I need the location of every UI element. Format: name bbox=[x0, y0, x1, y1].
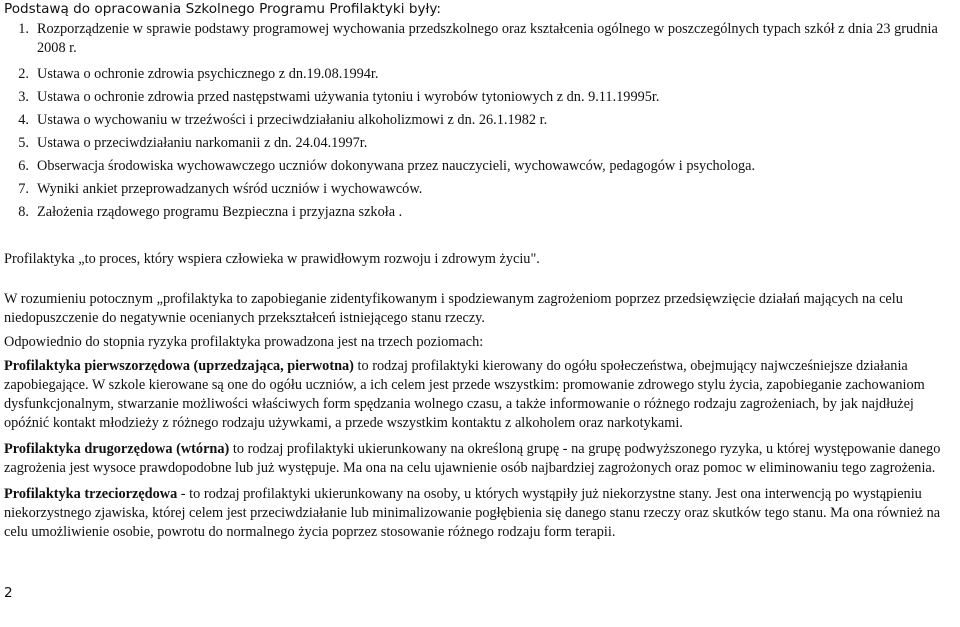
legal-basis-list bbox=[4, 20, 956, 226]
list-item-text: Założenia rządowego programu Bezpieczna i przyjazna szkoła . bbox=[37, 204, 403, 220]
level-description: to rodzaj profilaktyki ukierunkowany na określoną grupę - na grupę podwyższonego ryzyka, u której występowanie danego zagrożenia jest wysoce prawdopodobne lub już występuje. Ma ona na celu ujawnienie osób najbardziej zagrożonych oraz pomoc w eliminowaniu tego zagrożenia. bbox=[4, 441, 941, 476]
level-description: to rodzaj profilaktyki kierowany do ogółu społeczeństwa, obejmujący najwcześniejsze działania zapobiegające. W szkole kierowane są one do ogółu uczniów, a ich celem jest przede wszystkim: promowanie zdrowego stylu życia, zapobieganie zachowaniom dysfunkcjonalnym, stwarzanie możliwości właściwych form spędzania wolnego czasu, a także informowanie o różnego rodzaju zagrożeniach, by jak najdłużej opóźnić kontakt młodzieży z różnego rodzaju używkami, a przede wszystkim kontaktu z alkoholem oraz narkotykami. bbox=[4, 358, 925, 431]
list-item-text: Wyniki ankiet przeprowadzanych wśród uczniów i wychowawców. bbox=[37, 181, 423, 197]
list-item bbox=[4, 134, 956, 157]
list-item bbox=[4, 88, 956, 111]
level-term: Profilaktyka trzeciorzędowa bbox=[4, 486, 178, 502]
list-item bbox=[4, 203, 956, 226]
list-item-text: Obserwacja środowiska wychowawczego uczniów dokonywana przez nauczycieli, wychowawców, pedagogów i psychologa. bbox=[37, 158, 756, 174]
common-meaning-paragraph: W rozumieniu potocznym „profilaktyka to zapobieganie zidentyfikowanym i spodziewanym zagrożeniom poprzez przedsięwzięcie działań mających na celu niedopuszczenie do negatywnie ocenianych przekształceń istniejącego stanu rzeczy. bbox=[4, 291, 903, 326]
list-item-text: Ustawa o przeciwdziałaniu narkomanii z dn. 24.04.1997r. bbox=[37, 135, 368, 151]
list-item bbox=[4, 65, 956, 88]
list-item bbox=[4, 157, 956, 180]
list-item bbox=[4, 180, 956, 203]
list-item-number: 4. bbox=[18, 112, 29, 128]
list-item-number: 7. bbox=[18, 181, 29, 197]
level-paragraph-secondary bbox=[4, 440, 956, 478]
list-item-text: Ustawa o ochronie zdrowia psychicznego z dn.19.08.1994r. bbox=[37, 66, 379, 82]
list-item bbox=[4, 20, 956, 65]
list-item-text: Ustawa o wychowaniu w trzeźwości i przeciwdziałaniu alkoholizmowi z dn. 26.1.1982 r. bbox=[37, 112, 548, 128]
level-term: Profilaktyka pierwszorzędowa (uprzedzająca, pierwotna) bbox=[4, 358, 354, 374]
level-description: - to rodzaj profilaktyki ukierunkowany na osoby, u których wystąpiły już niekorzystne stany. Jest ona interwencją po wystąpieniu niekorzystnego zjawiska, której celem jest przeciwdziałanie lub minimalizowanie pogłębienia się danego stanu rzeczy oraz skutków tego stanu. Ma ona również na celu umożliwienie osobie, powrotu do normalnego życia poprzez stosowanie różnego rodzaju form terapii. bbox=[4, 486, 941, 540]
page-number: 2 bbox=[4, 585, 13, 601]
list-item-number: 6. bbox=[18, 158, 29, 174]
list-item-text: Rozporządzenie w sprawie podstawy programowej wychowania przedszkolnego oraz kształcenia ogólnego w poszczególnych typach szkół z dnia 23 grudnia 2008 r. bbox=[37, 21, 938, 56]
list-item-number: 5. bbox=[18, 135, 29, 151]
prevention-definition: Profilaktyka „to proces, który wspiera człowieka w prawidłowym rozwoju i zdrowym życiu". bbox=[4, 251, 540, 267]
section-heading: Podstawą do opracowania Szkolnego Programu Profilaktyki były: bbox=[4, 1, 441, 17]
level-term: Profilaktyka drugorzędowa (wtórna) bbox=[4, 441, 230, 457]
document-page bbox=[4, 0, 956, 542]
level-paragraph-primary bbox=[4, 357, 956, 433]
levels-intro: Odpowiednio do stopnia ryzyka profilaktyka prowadzona jest na trzech poziomach: bbox=[4, 334, 484, 350]
list-item-number: 2. bbox=[18, 66, 29, 82]
level-paragraph-tertiary bbox=[4, 485, 956, 542]
list-item-number: 3. bbox=[18, 89, 29, 105]
list-item-text: Ustawa o ochronie zdrowia przed następstwami używania tytoniu i wyrobów tytoniowych z dn. 9.11.19995r. bbox=[37, 89, 660, 105]
list-item bbox=[4, 111, 956, 134]
list-item-number: 1. bbox=[18, 21, 29, 37]
list-item-number: 8. bbox=[18, 204, 29, 220]
